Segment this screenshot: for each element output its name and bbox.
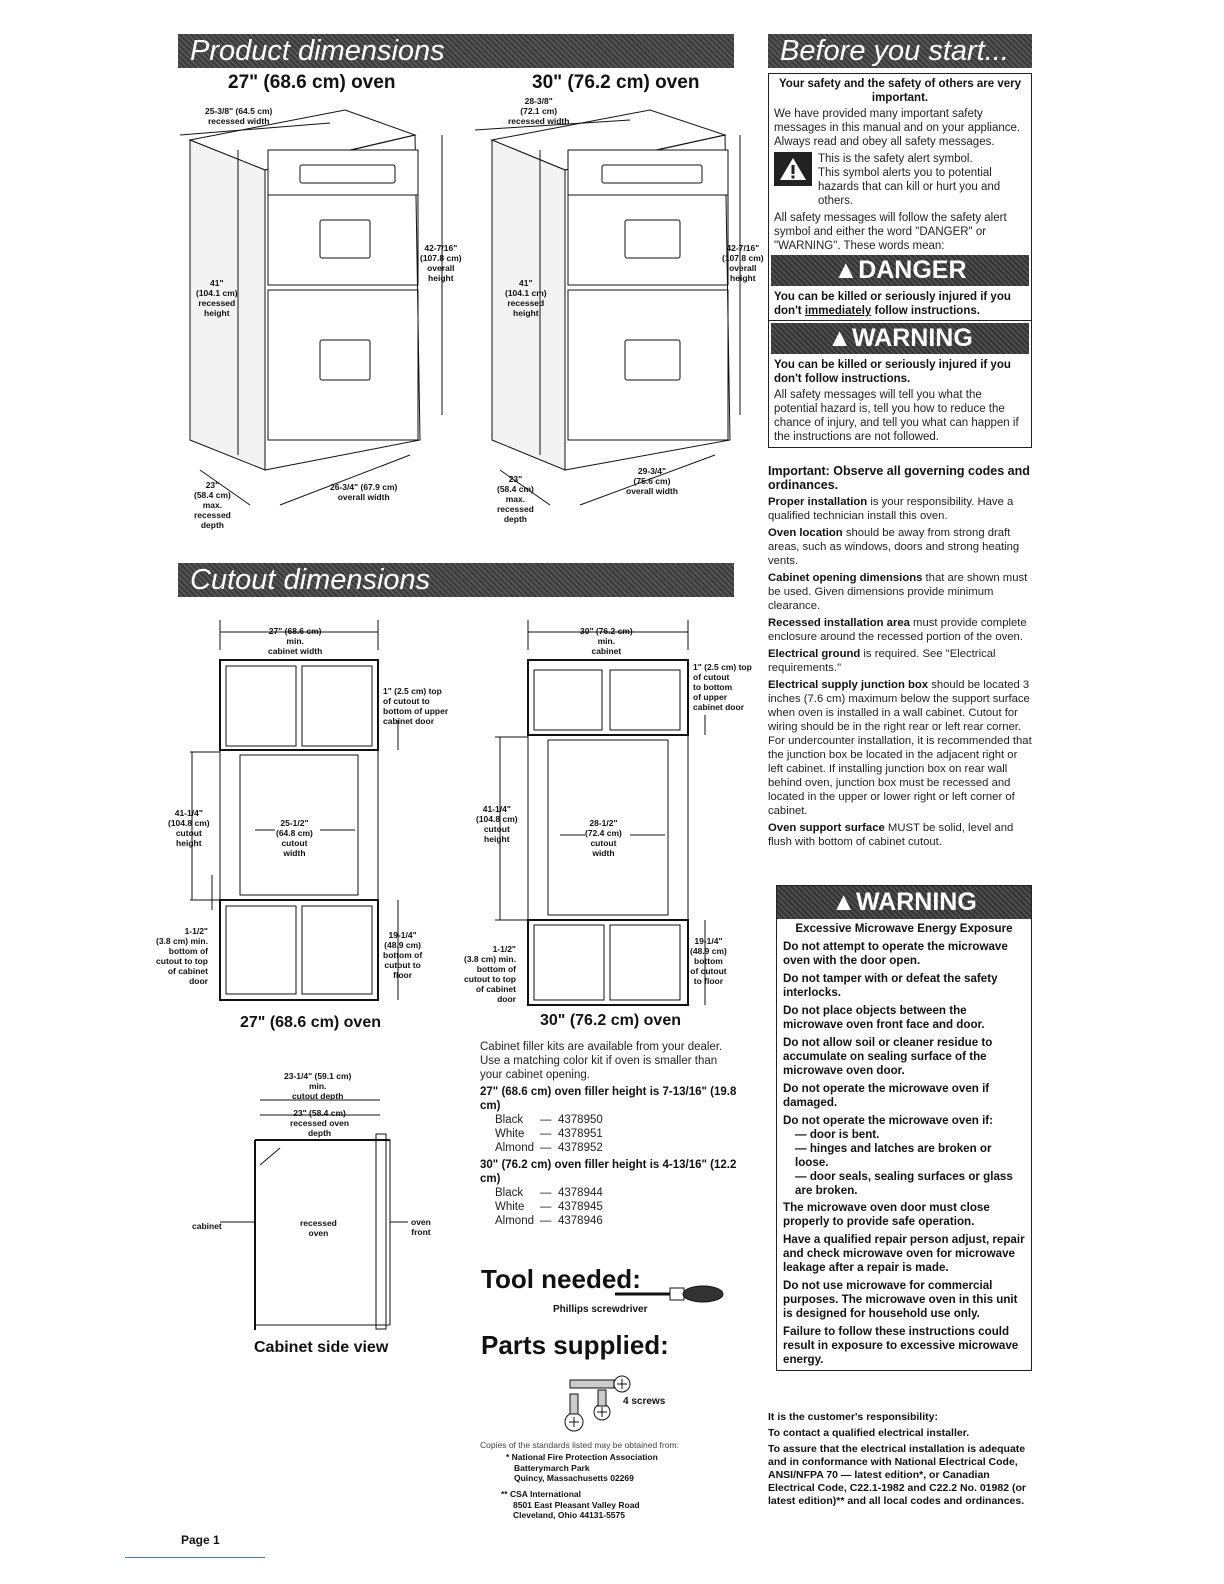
c30-floor: 19-1/4" (48.9 cm) bottom of cutout to floor: [690, 936, 727, 986]
microwave-title: Excessive Microwave Energy Exposure: [795, 922, 1013, 935]
microwave-item: Do not operate the microwave oven if damaged.: [783, 1082, 990, 1109]
microwave-sub: — door is bent.: [795, 1128, 880, 1141]
microwave-sub: — door seals, sealing surfaces or glass are broken.: [795, 1170, 1013, 1197]
important-item: Recessed installation area must provide complete enclosure around the recessed portion of the oven.: [768, 617, 1027, 643]
o27-depth: 23" (58.4 cm) max. recessed depth: [194, 480, 231, 530]
microwave-warning-band: ▲WARNING: [777, 886, 1031, 919]
o30-recessed-height: 41" (104.1 cm) recessed height: [505, 278, 547, 318]
important-item: Electrical ground is required. See "Electrical requirements.": [768, 648, 996, 674]
side-title: Cabinet side view: [254, 1339, 389, 1356]
important-item: Oven location should be away from strong draft areas, such as windows, doors and strong heating vents.: [768, 527, 1020, 567]
safety-symbol2: This symbol alerts you to potential hazards that can kill or hurt you and others.: [818, 167, 1001, 207]
copies-intro: Copies of the standards listed may be obtained from:: [480, 1440, 679, 1450]
c27-height: 41-1/4" (104.8 cm) cutout height: [168, 808, 210, 848]
parts-supplied-title: Parts supplied:: [481, 1330, 669, 1360]
page-number: Page 1: [181, 1533, 220, 1547]
warning-triangle-icon: [774, 152, 812, 186]
side-recessed: 23" (58.4 cm) recessed oven depth: [290, 1108, 350, 1138]
microwave-warning-panel: [776, 885, 1032, 1371]
cutout-dimensions-heading: Cutout dimensions: [178, 563, 734, 597]
filler-kits27: Black — 4378950 White — 4378951 Almond — 4378952: [495, 1114, 603, 1154]
customer-line: It is the customer's responsibility:: [768, 1411, 938, 1423]
c27-width: 27" (68.6 cm) min. cabinet width: [268, 626, 323, 656]
danger-label: DANGER: [858, 256, 967, 284]
c30-min: 1-1/2" (3.8 cm) min. bottom of cutout to top of cabinet door: [464, 944, 516, 1004]
safety-p1: We have provided many important safety messages in this manual and on your appliance. Always read and obey all safety messages.: [774, 108, 1021, 148]
tool-needed-title: Tool needed:: [481, 1264, 641, 1294]
cutout27-drawing: [170, 620, 470, 1010]
o30-recessed-width: 28-3/8" (72.1 cm) recessed width: [508, 96, 570, 126]
o30-depth: 23" (58.4 cm) max. recessed depth: [497, 474, 534, 524]
danger-band: ▲DANGER: [771, 255, 1029, 286]
filler-intro: Cabinet filler kits are available from your dealer. Use a matching color kit if oven is smaller than your cabinet opening.: [480, 1041, 723, 1081]
microwave-item: Do not place objects between the microwave oven front face and door.: [783, 1004, 985, 1031]
microwave-item: Do not allow soil or cleaner residue to accumulate on sealing surface of the microwave oven door.: [783, 1036, 993, 1077]
copies-nfpa: * National Fire Protection Association Batterymarch Park Quincy, Massachusetts 02269: [506, 1452, 658, 1483]
microwave-item: Have a qualified repair person adjust, repair and check microwave oven for microwave leakage after a repair is made.: [783, 1233, 1025, 1274]
before-you-start-heading: Before you start...: [768, 34, 1032, 68]
microwave-item: Failure to follow these instructions could result in exposure to excessive microwave energy.: [783, 1325, 1019, 1366]
o30-overall-height: 42-7/16" (107.8 cm) overall height: [722, 243, 764, 283]
microwave-item: Do not attempt to operate the microwave oven with the door open.: [783, 940, 1008, 967]
important-section: [768, 464, 1032, 852]
warning-band: ▲WARNING: [771, 323, 1029, 354]
o27-overall-width: 26-3/4" (67.9 cm) overall width: [330, 482, 398, 502]
microwave-if-title: Do not operate the microwave oven if:: [783, 1114, 994, 1127]
danger-text: You can be killed or seriously injured if you don't immediately follow instructions.: [769, 288, 1031, 321]
microwave-item: Do not use microwave for commercial purposes. The microwave oven in this unit is designed for household use only.: [783, 1279, 1018, 1320]
filler-kits30: Black — 4378944 White — 4378945 Almond — 4378946: [495, 1187, 603, 1227]
important-title: Important: Observe all governing codes and ordinances.: [768, 464, 1030, 492]
side-cabinet: cabinet: [192, 1221, 222, 1231]
o27-overall-height: 42-7/16" (107.8 cm) overall height: [420, 243, 462, 283]
warning-label: WARNING: [851, 324, 973, 352]
c27-top: 1" (2.5 cm) top of cutout to bottom of upper cabinet door: [383, 686, 449, 726]
customer-line: To assure that the electrical installation is adequate and in conformance with National Electrical Code, ANSI/NFPA 70 — latest edition*, or Canadian Electrical Code, C22.1-1982 and C22.2 No. 01982 (or latest edition)** and all local codes and ordinances.: [768, 1443, 1026, 1507]
o30-overall-width: 29-3/4" (75.6 cm) overall width: [626, 466, 678, 496]
safety-symbol1: This is the safety alert symbol.: [818, 153, 973, 165]
important-item: Electrical supply junction box should be located 3 inches (7.6 cm) maximum below the support surface when oven is installed in a wall cabinet. Cutout for wiring should be in the right rear or left rear corner. For undercounter installation, it is recommended that the junction box be located in the adjacent right or left cabinet. If installing junction box on rear wall behind oven, junction box must be recessed and located in the upper or lower right or left corner of cabinet.: [768, 679, 1032, 817]
product-dimensions-heading: Product dimensions: [178, 34, 734, 68]
safety-p2: All safety messages will follow the safety alert symbol and either the word "DANGER" or "WARNING". These words mean:: [774, 212, 1007, 252]
screwdriver-icon: [615, 1282, 725, 1306]
c30-cutout-width: 28-1/2" (72.4 cm) cutout width: [585, 818, 622, 858]
side-recessed-oven: recessed oven: [300, 1218, 337, 1238]
microwave-sub: — hinges and latches are broken or loose.: [795, 1142, 992, 1169]
important-item: Cabinet opening dimensions that are shown must be used. Given dimensions provide minimum clearance.: [768, 572, 1028, 612]
microwave-warning-label: WARNING: [855, 888, 977, 916]
safety-panel: [768, 73, 1032, 448]
filler-h27: 27" (68.6 cm) oven filler height is 7-13/16" (19.8 cm): [480, 1086, 737, 1112]
microwave-item: The microwave oven door must close properly to provide safe operation.: [783, 1201, 990, 1228]
side-oven-front: oven front: [411, 1217, 431, 1237]
customer-section: [768, 1411, 1032, 1511]
oven27-title: 27" (68.6 cm) oven: [228, 72, 396, 93]
filler-h30: 30" (76.2 cm) oven filler height is 4-13/16" (12.2 cm): [480, 1159, 737, 1185]
oven30-title: 30" (76.2 cm) oven: [532, 72, 700, 93]
customer-line: To contact a qualified electrical installer.: [768, 1427, 970, 1439]
c27-title: 27" (68.6 cm) oven: [240, 1014, 381, 1031]
c30-width: 30" (76.2 cm) min. cabinet: [580, 626, 633, 656]
o27-recessed-height: 41" (104.1 cm) recessed height: [196, 278, 238, 318]
microwave-item: Do not tamper with or defeat the safety interlocks.: [783, 972, 998, 999]
c30-title: 30" (76.2 cm) oven: [540, 1012, 681, 1029]
filler-section: [480, 1040, 742, 1228]
safety-p3: All safety messages will tell you what the potential hazard is, tell you how to reduce the chance of injury, and tell you what can happen if the instructions are not followed.: [774, 389, 1019, 443]
side-depth: 23-1/4" (59.1 cm) min. cutout depth: [284, 1071, 352, 1101]
c27-min: 1-1/2" (3.8 cm) min. bottom of cutout to top of cabinet door: [156, 926, 208, 986]
important-item: Oven support surface MUST be solid, level and flush with bottom of cabinet cutout.: [768, 822, 1014, 848]
o27-recessed-width: 25-3/8" (64.5 cm) recessed width: [205, 106, 273, 126]
c30-top: 1" (2.5 cm) top of cutout to bottom of upper cabinet door: [693, 662, 752, 712]
footer-divider: [125, 1557, 265, 1558]
safety-head: Your safety and the safety of others are very important.: [778, 78, 1021, 104]
parts-text: 4 screws: [623, 1396, 666, 1407]
warning-text: You can be killed or seriously injured if you don't follow instructions.: [774, 359, 1011, 385]
important-item: Proper installation is your responsibility. Have a qualified technician install this oven.: [768, 496, 1014, 522]
copies-csa: ** CSA International 8501 East Pleasant Valley Road Cleveland, Ohio 44131-5575: [501, 1489, 640, 1520]
safety-symbol-row: [769, 149, 1031, 211]
tool-name: Phillips screwdriver: [553, 1304, 648, 1315]
c27-cutout-width: 25-1/2" (64.8 cm) cutout width: [276, 818, 313, 858]
c30-height: 41-1/4" (104.8 cm) cutout height: [476, 804, 518, 844]
c27-floor: 19-1/4" (48.9 cm) bottom of cutout to floor: [383, 930, 423, 980]
